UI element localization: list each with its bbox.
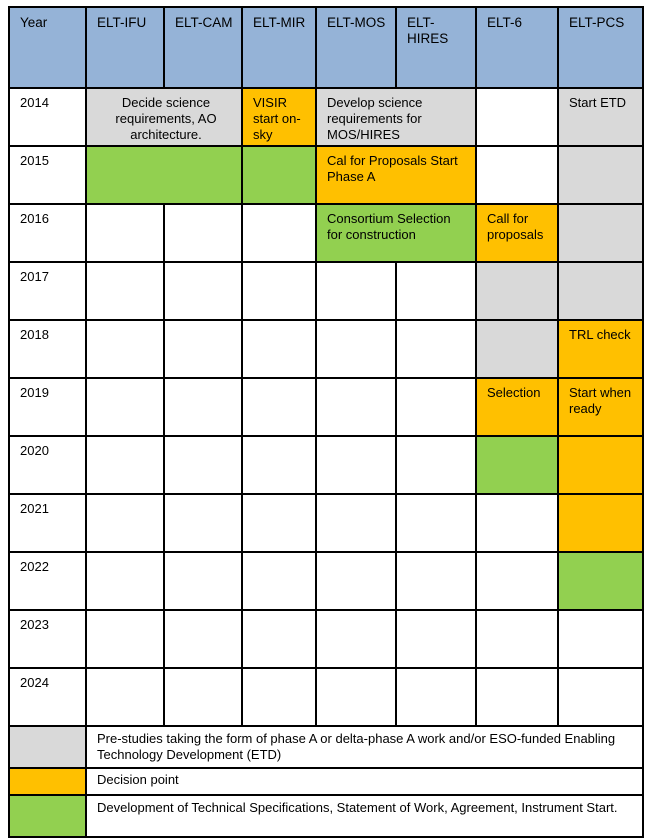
- column-header: ELT-CAM: [164, 7, 242, 88]
- timeline-cell: [86, 436, 164, 494]
- column-header: ELT-IFU: [86, 7, 164, 88]
- timeline-cell: [476, 320, 558, 378]
- timeline-cell: [396, 610, 476, 668]
- timeline-cell: [476, 610, 558, 668]
- year-cell: 2016: [9, 204, 86, 262]
- timeline-cell: [558, 262, 643, 320]
- timeline-cell: [86, 494, 164, 552]
- timeline-cell: [558, 494, 643, 552]
- timeline-cell: [316, 436, 396, 494]
- timeline-cell: [558, 146, 643, 204]
- timeline-cell: [242, 610, 316, 668]
- legend-text: Decision point: [86, 768, 643, 795]
- timeline-cell: [86, 552, 164, 610]
- timeline-cell: [242, 262, 316, 320]
- timeline-cell: TRL check: [558, 320, 643, 378]
- timeline-cell: [86, 146, 242, 204]
- timeline-cell: [242, 668, 316, 726]
- timeline-cell: [396, 320, 476, 378]
- legend-text: Development of Technical Specifications, Statement of Work, Agreement, Instrument Start.: [86, 795, 643, 837]
- timeline-cell: [396, 552, 476, 610]
- timeline-cell: Develop science requirements for MOS/HIRES: [316, 88, 476, 146]
- timeline-cell: [476, 552, 558, 610]
- timeline-cell: [558, 668, 643, 726]
- timeline-cell: VISIR start on-sky: [242, 88, 316, 146]
- timeline-cell: [558, 552, 643, 610]
- timeline-cell: [476, 494, 558, 552]
- timeline-cell: [86, 610, 164, 668]
- timeline-cell: Consortium Selection for construction: [316, 204, 476, 262]
- timeline-cell: Start when ready: [558, 378, 643, 436]
- timeline-cell: [164, 204, 242, 262]
- legend-swatch: [9, 768, 86, 795]
- timeline-cell: [316, 320, 396, 378]
- timeline-cell: [86, 378, 164, 436]
- timeline-cell: [316, 378, 396, 436]
- timeline-cell: [86, 320, 164, 378]
- column-header: ELT-6: [476, 7, 558, 88]
- timeline-cell: [396, 436, 476, 494]
- timeline-cell: [164, 668, 242, 726]
- timeline-cell: [242, 552, 316, 610]
- table-row: [9, 320, 643, 378]
- year-cell: 2022: [9, 552, 86, 610]
- year-cell: 2021: [9, 494, 86, 552]
- timeline-cell: [316, 262, 396, 320]
- header-row: [9, 7, 643, 88]
- timeline-cell: [164, 552, 242, 610]
- timeline-cell: [242, 146, 316, 204]
- column-header: Year: [9, 7, 86, 88]
- timeline-cell: [242, 320, 316, 378]
- table-row: [9, 378, 643, 436]
- timeline-cell: [86, 204, 164, 262]
- timeline-cell: [86, 668, 164, 726]
- column-header: ELT-HIRES: [396, 7, 476, 88]
- timeline-cell: [164, 436, 242, 494]
- timeline-cell: [164, 378, 242, 436]
- table-row: [9, 146, 643, 204]
- year-cell: 2014: [9, 88, 86, 146]
- timeline-cell: [396, 668, 476, 726]
- timeline-cell: [558, 436, 643, 494]
- instrument-timeline-table: [8, 6, 644, 838]
- legend-row: [9, 768, 643, 795]
- column-header: ELT-MOS: [316, 7, 396, 88]
- column-header: ELT-MIR: [242, 7, 316, 88]
- timeline-cell: [476, 88, 558, 146]
- timeline-cell: [476, 262, 558, 320]
- timeline-cell: [316, 552, 396, 610]
- timeline-cell: [242, 378, 316, 436]
- timeline-cell: [396, 378, 476, 436]
- year-cell: 2023: [9, 610, 86, 668]
- legend-swatch: [9, 795, 86, 837]
- timeline-cell: [242, 494, 316, 552]
- timeline-cell: [86, 262, 164, 320]
- table-row: [9, 262, 643, 320]
- legend-row: [9, 795, 643, 837]
- timeline-cell: [164, 320, 242, 378]
- timeline-cell: [476, 146, 558, 204]
- timeline-cell: [558, 204, 643, 262]
- legend-text: Pre-studies taking the form of phase A or delta-phase A work and/or ESO-funded Enabling Technology Development (ETD): [86, 726, 643, 768]
- timeline-cell: [396, 494, 476, 552]
- timeline-cell: Call for proposals: [476, 204, 558, 262]
- year-cell: 2015: [9, 146, 86, 204]
- year-cell: 2020: [9, 436, 86, 494]
- timeline-cell: [558, 610, 643, 668]
- timeline-cell: [242, 436, 316, 494]
- timeline-cell: [164, 262, 242, 320]
- timeline-cell: [476, 436, 558, 494]
- timeline-cell: [164, 494, 242, 552]
- timeline-cell: [476, 668, 558, 726]
- column-header: ELT-PCS: [558, 7, 643, 88]
- timeline-cell: [316, 610, 396, 668]
- year-cell: 2024: [9, 668, 86, 726]
- legend-swatch: [9, 726, 86, 768]
- timeline-cell: [396, 262, 476, 320]
- table-row: [9, 204, 643, 262]
- table-row: [9, 610, 643, 668]
- table-row: [9, 668, 643, 726]
- year-cell: 2017: [9, 262, 86, 320]
- table-row: [9, 88, 643, 146]
- year-cell: 2019: [9, 378, 86, 436]
- timeline-cell: [316, 668, 396, 726]
- timeline-cell: [164, 610, 242, 668]
- timeline-cell: Selection: [476, 378, 558, 436]
- table-row: [9, 436, 643, 494]
- timeline-cell: Start ETD: [558, 88, 643, 146]
- table-row: [9, 552, 643, 610]
- year-cell: 2018: [9, 320, 86, 378]
- timeline-cell: [242, 204, 316, 262]
- timeline-cell: Cal for Proposals Start Phase A: [316, 146, 476, 204]
- table-row: [9, 494, 643, 552]
- timeline-cell: Decide science requirements, AO architecture.: [86, 88, 242, 146]
- legend-row: [9, 726, 643, 768]
- timeline-cell: [316, 494, 396, 552]
